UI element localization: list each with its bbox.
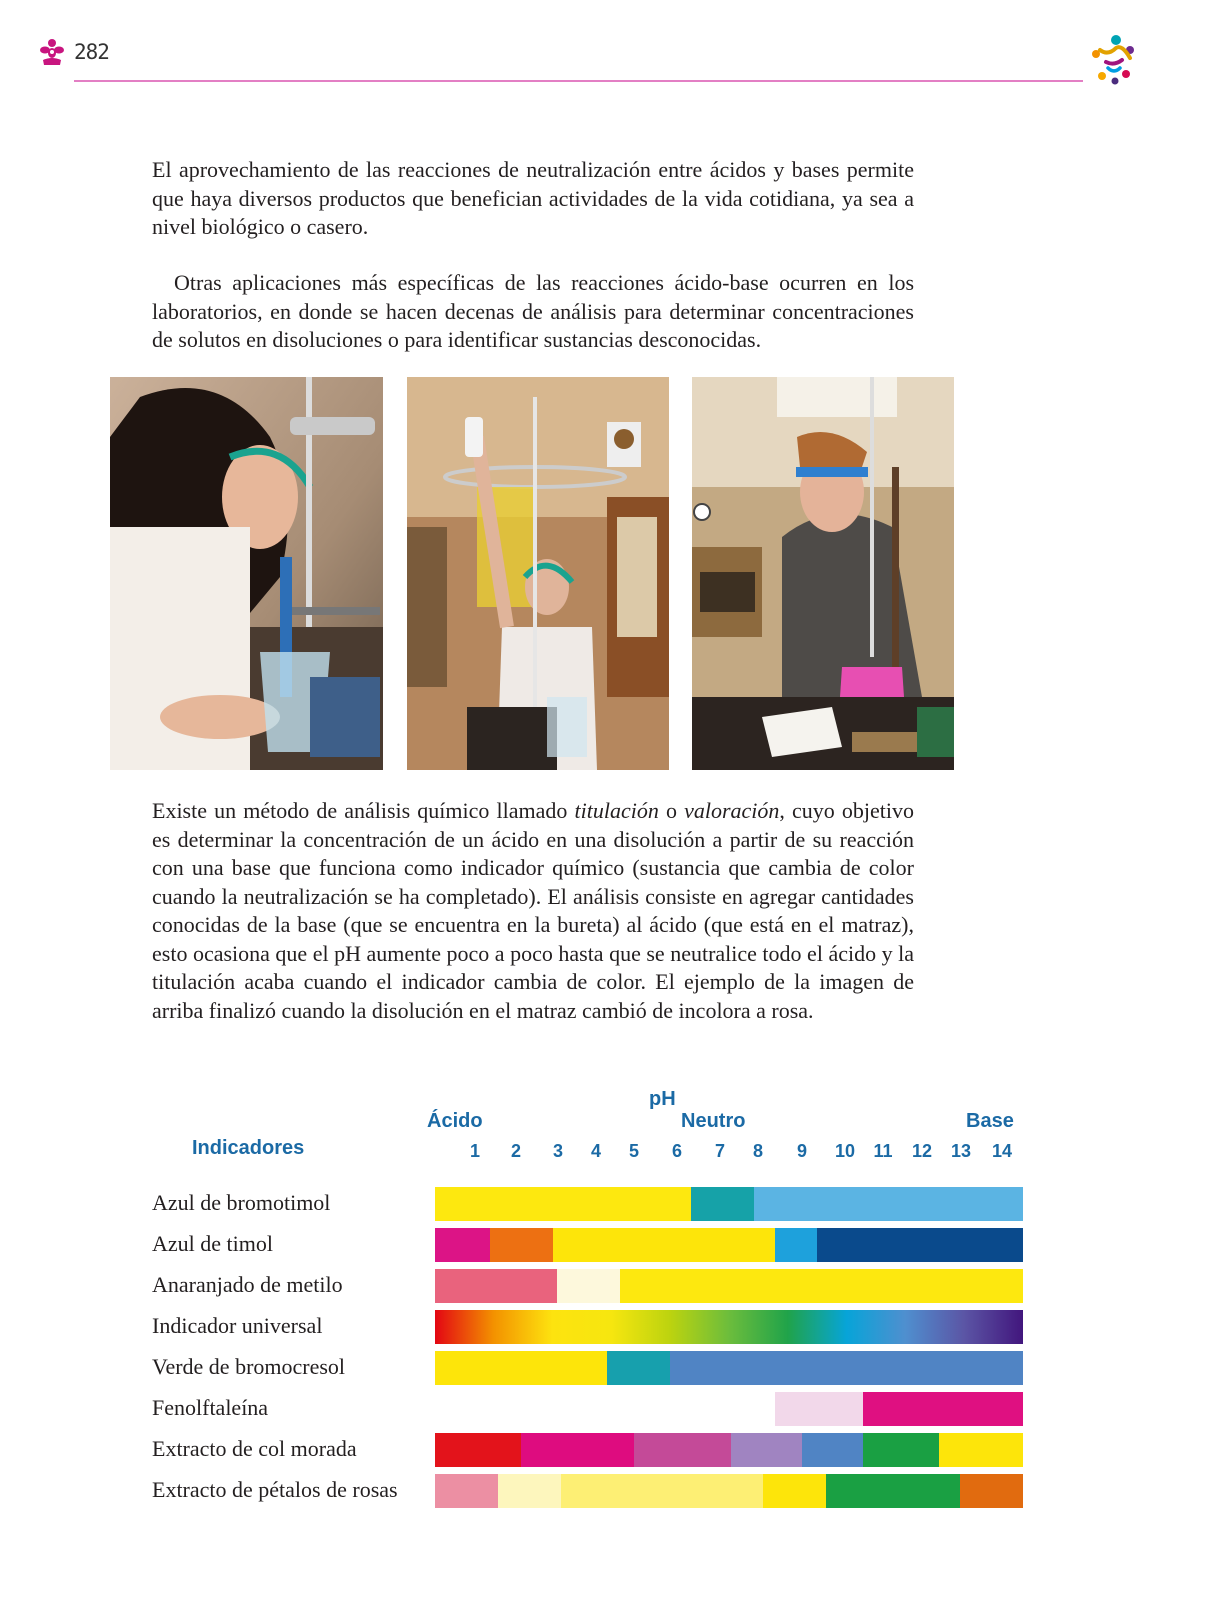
paragraph-intro: El aprovechamiento de las reacciones de neutralización entre ácidos y bases permite que haya diversos productos que benefician actividades de la vida cotidiana, ya sea a nivel biológico o casero. (152, 157, 914, 239)
color-segment (435, 1433, 521, 1467)
indicator-label: Azul de bromotimol (152, 1190, 331, 1215)
color-segment (634, 1433, 731, 1467)
header-rule (74, 80, 1083, 82)
indicator-label: Azul de timol (152, 1231, 273, 1256)
paragraph-applications: Otras aplicaciones más específicas de las reacciones ácido-base ocurren en los laboratorios, en donde se hacen decenas de análisis para determinar concentraciones de solutos en disoluciones o para identificar sustancias desconocidas. (152, 270, 914, 352)
page-number: 282 (74, 40, 109, 64)
indicator-color-bar (435, 1310, 1023, 1344)
color-segment (863, 1392, 1023, 1426)
ph-tick-6: 6 (671, 1141, 682, 1161)
titration-text-b: o (658, 798, 685, 823)
ph-tick-4: 4 (590, 1141, 601, 1161)
ph-tick-9: 9 (796, 1141, 807, 1161)
color-segment (435, 1351, 607, 1385)
flower-ornament-icon (40, 38, 64, 66)
photo-student-burette (407, 377, 669, 770)
color-segment (754, 1187, 1023, 1221)
chart-title-ph: pH (649, 1088, 676, 1110)
ph-tick-7: 7 (714, 1141, 725, 1161)
indicator-color-bar (435, 1187, 1023, 1221)
color-segment (939, 1433, 1023, 1467)
ph-tick-8: 8 (752, 1141, 763, 1161)
indicator-color-bar (435, 1228, 1023, 1262)
indicator-label: Indicador universal (152, 1313, 323, 1338)
term-titulacion: titulación (574, 798, 659, 823)
indicator-label: Fenolftaleína (152, 1395, 269, 1420)
color-segment (435, 1269, 557, 1303)
indicator-label: Verde de bromocresol (152, 1354, 346, 1379)
titration-text-a: Existe un método de análisis químico llamado (152, 798, 575, 823)
series-logo-icon (1086, 32, 1142, 88)
indicator-label: Anaranjado de metilo (152, 1272, 343, 1297)
color-segment (817, 1228, 1023, 1262)
color-segment (498, 1474, 561, 1508)
color-segment (960, 1474, 1023, 1508)
color-segment (435, 1392, 775, 1426)
color-segment (775, 1228, 817, 1262)
color-segment (557, 1269, 620, 1303)
color-segment (802, 1433, 863, 1467)
ph-tick-13: 13 (950, 1141, 972, 1161)
paragraph-titration (152, 797, 914, 1025)
color-segment (607, 1351, 670, 1385)
ph-tick-1: 1 (469, 1141, 480, 1161)
indicator-color-bar (435, 1474, 1023, 1508)
ph-tick-10: 10 (834, 1141, 856, 1161)
ph-tick-12: 12 (911, 1141, 933, 1161)
ph-tick-2: 2 (510, 1141, 521, 1161)
color-segment (561, 1474, 763, 1508)
label-neutral: Neutro (681, 1110, 746, 1132)
color-segment (490, 1228, 553, 1262)
indicator-color-bar (435, 1351, 1023, 1385)
color-segment (691, 1187, 754, 1221)
label-acid: Ácido (427, 1110, 483, 1132)
color-segment (435, 1187, 691, 1221)
label-base: Base (966, 1110, 1014, 1132)
indicator-label: Extracto de col morada (152, 1436, 357, 1461)
indicator-color-bar (435, 1269, 1023, 1303)
ph-tick-5: 5 (628, 1141, 639, 1161)
color-segment (731, 1433, 802, 1467)
color-segment (620, 1269, 1023, 1303)
photo-student-pink-flask (692, 377, 954, 770)
color-segment (435, 1228, 490, 1262)
color-segment (435, 1474, 498, 1508)
color-segment (763, 1474, 826, 1508)
indicators-header: Indicadores (192, 1137, 305, 1159)
indicator-label: Extracto de pétalos de rosas (152, 1477, 398, 1502)
color-segment (863, 1433, 939, 1467)
photo-student-ph-meter (110, 377, 383, 770)
color-segment (521, 1433, 634, 1467)
term-valoracion: valoración (684, 798, 780, 823)
titration-text-c: , cuyo objetivo es determinar la concentración de un ácido en una disolución a partir de su reacción con una base que funciona como indicador químico (sustancia que cambia de color cuando la neutralización se ha completado). El análisis consiste en agregar cantidades conocidas de la base (que se encuentra en la bureta) al ácido (que está en el matraz), esto ocasiona que el pH aumente poco a poco hasta que se neutralice todo el ácido y la titulación acaba cuando el indicador cambia de color. El ejemplo de la imagen de arriba finalizó cuando la disolución en el matraz cambió de incolora a rosa. (152, 798, 915, 1023)
ph-tick-11: 11 (873, 1141, 893, 1161)
color-segment (775, 1392, 863, 1426)
color-segment (826, 1474, 960, 1508)
ph-tick-3: 3 (552, 1141, 563, 1161)
indicator-color-bar (435, 1392, 1023, 1426)
color-segment (553, 1228, 776, 1262)
ph-tick-14: 14 (991, 1141, 1013, 1161)
indicator-color-bar (435, 1433, 1023, 1467)
color-segment (670, 1351, 1023, 1385)
